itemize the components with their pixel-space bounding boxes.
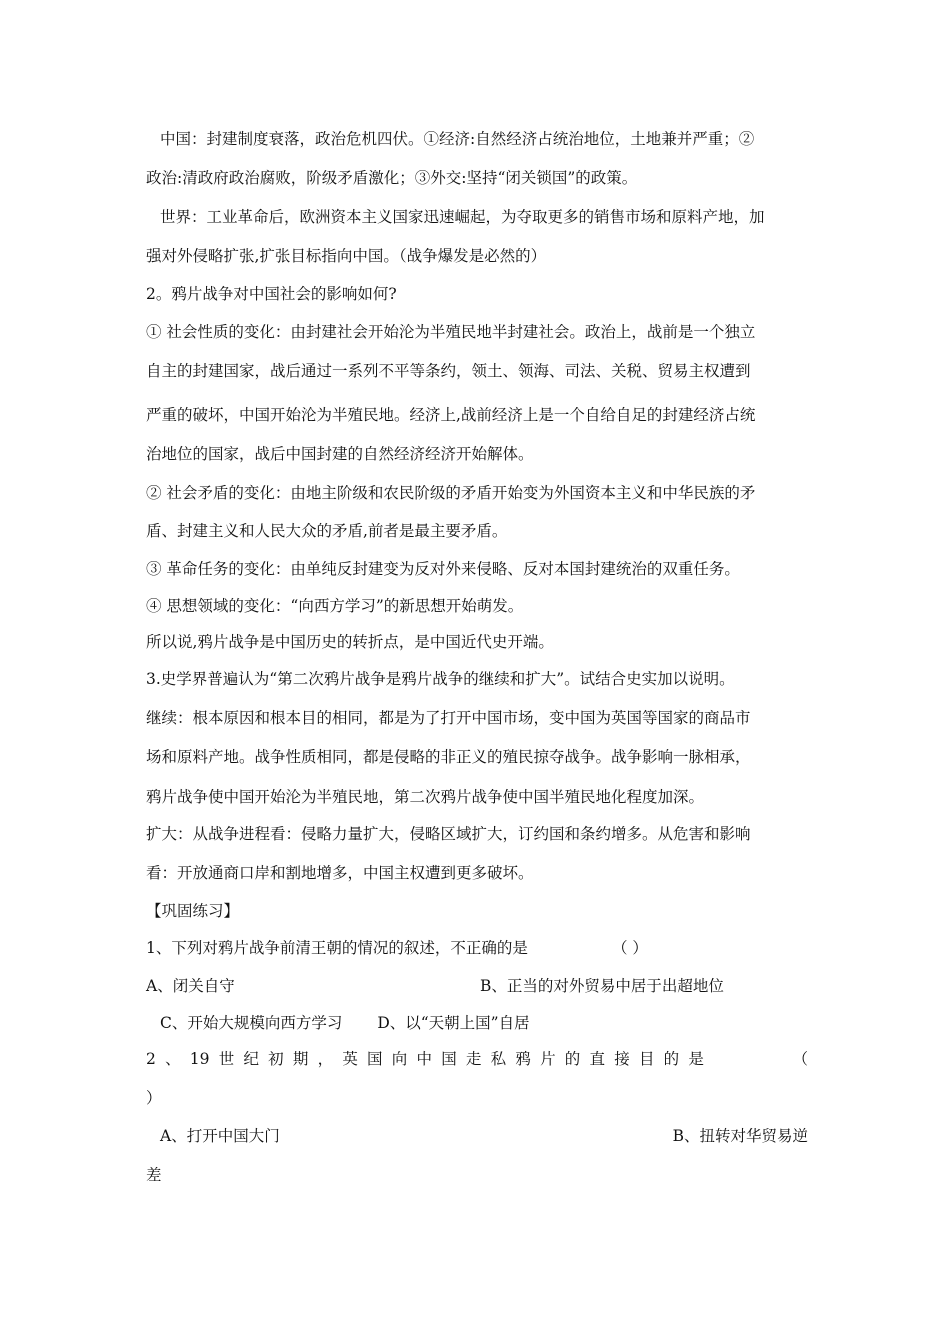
question-1-stem [146, 937, 808, 959]
question-1-options-row2 [160, 1012, 822, 1034]
text-line: ② 社会矛盾的变化：由地主阶级和农民阶级的矛盾开始变为外国资本主义和中华民族的矛 [146, 484, 756, 502]
question-1-options-row1 [146, 975, 808, 997]
section-heading: 【巩固练习】 [146, 902, 240, 920]
option-a: A、闭关自守 [146, 977, 235, 995]
text-line: ③ 革命任务的变化：由单纯反封建变为反对外来侵略、反对本国封建统治的双重任务。 [146, 560, 740, 578]
option-b: B、正当的对外贸易中居于出超地位 [480, 977, 724, 995]
question-1-text: 1、下列对鸦片战争前清王朝的情况的叙述，不正确的是 [146, 939, 528, 957]
question-2-text: 2 、 19 世 纪 初 期 ， 英 国 向 中 国 走 私 鸦 片 的 直 接 目 的 是 [146, 1050, 704, 1068]
option-c: C、开始大规模向西方学习 [160, 1014, 343, 1032]
text-line: 所以说,鸦片战争是中国历史的转折点，是中国近代史开端。 [146, 633, 554, 651]
text-line: 盾、封建主义和人民大众的矛盾,前者是最主要矛盾。 [146, 522, 508, 540]
text-line: 中国：封建制度衰落，政治危机四伏。①经济:自然经济占统治地位，土地兼并严重；② [160, 130, 755, 148]
question-2-stem [146, 1048, 808, 1070]
text-line: ④ 思想领域的变化：“向西方学习”的新思想开始萌发。 [146, 597, 524, 615]
answer-paren-open: （ [792, 1050, 808, 1068]
text-line: 看：开放通商口岸和割地增多，中国主权遭到更多破坏。 [146, 864, 534, 882]
text-line: 扩大：从战争进程看：侵略力量扩大，侵略区域扩大，订约国和条约增多。从危害和影响 [146, 825, 751, 843]
text-line: ① 社会性质的变化：由封建社会开始沦为半殖民地半封建社会。政治上，战前是一个独立 [146, 323, 756, 341]
answer-paren-close: ） [146, 1089, 162, 1107]
text-line: 政治:清政府政治腐败，阶级矛盾激化；③外交:坚持“闭关锁国”的政策。 [146, 169, 638, 187]
text-line: 世界：工业革命后，欧洲资本主义国家迅速崛起，为夺取更多的销售市场和原料产地，加 [160, 208, 765, 226]
text-line: 继续：根本原因和根本目的相同，都是为了打开中国市场，变中国为英国等国家的商品市 [146, 709, 751, 727]
text-line: 场和原料产地。战争性质相同，都是侵略的非正义的殖民掠夺战争。战争影响一脉相承， [146, 748, 751, 766]
answer-paren: （ ） [612, 939, 648, 957]
option-a: A、打开中国大门 [160, 1127, 280, 1145]
text-line: 鸦片战争使中国开始沦为半殖民地，第二次鸦片战争使中国半殖民地化程度加深。 [146, 788, 705, 806]
text-line: 自主的封建国家，战后通过一系列不平等条约，领土、领海、司法、关税、贸易主权遭到 [146, 362, 751, 380]
text-line: 强对外侵略扩张,扩张目标指向中国。（战争爆发是必然的） [146, 247, 547, 265]
question-heading: 3.史学界普遍认为“第二次鸦片战争是鸦片战争的继续和扩大”。试结合史实加以说明。 [146, 670, 735, 688]
option-b: B、扭转对华贸易逆 [672, 1127, 808, 1145]
text-line: 治地位的国家，战后中国封建的自然经济经济开始解体。 [146, 445, 534, 463]
question-heading: 2。鸦片战争对中国社会的影响如何? [146, 285, 397, 303]
option-d: D、以“天朝上国”自居 [377, 1014, 530, 1032]
text-line: 严重的破坏，中国开始沦为半殖民地。经济上,战前经济上是一个自给自足的封建经济占统 [146, 406, 756, 424]
question-2-options-row1 [160, 1125, 808, 1147]
option-b-continuation: 差 [146, 1166, 162, 1184]
